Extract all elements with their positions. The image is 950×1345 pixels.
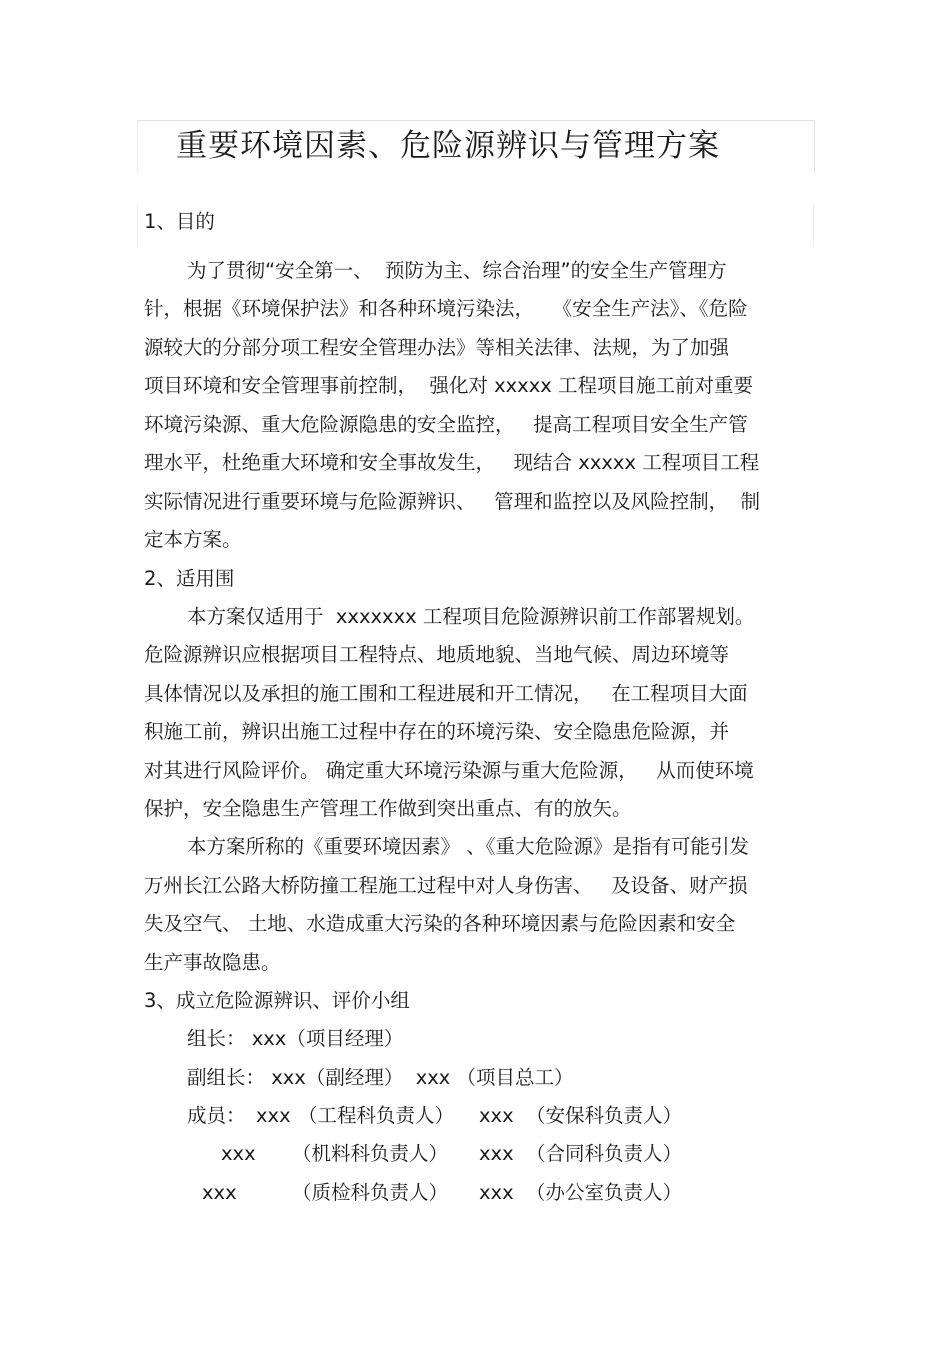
section-1-line: 实际情况进行重要环境与危险源辨识、 管理和监控以及风险控制， 制 bbox=[144, 490, 760, 513]
group-deputy: 副组长： xxx（副经理） xxx （项目总工） bbox=[187, 1066, 574, 1089]
section-1-line: 理水平，杜绝重大环境和安全事故发生， 现结合 xxxxx 工程项目工程 bbox=[144, 451, 760, 474]
member-name: xxx bbox=[479, 1181, 514, 1204]
member-role: （办公室负责人） bbox=[526, 1181, 683, 1204]
section-1-line: 项目环境和安全管理事前控制， 强化对 xxxxx 工程项目施工前对重要 bbox=[144, 374, 753, 397]
member-name: xxx bbox=[479, 1142, 514, 1165]
member-role: （质检科负责人） bbox=[292, 1181, 449, 1204]
member-name: xxx bbox=[256, 1104, 291, 1127]
section-2-line: 生产事故隐患。 bbox=[144, 951, 281, 974]
member-role: （机料科负责人） bbox=[292, 1142, 449, 1165]
section-2-line: 失及空气、 土地、水造成重大污染的各种环境因素与危险因素和安全 bbox=[144, 912, 736, 935]
members-label: 成员： bbox=[187, 1104, 246, 1127]
section-2-line: 本方案所称的《重要环境因素》 、《重大危险源》是指有可能引发 bbox=[187, 835, 749, 858]
section-1-line: 针，根据《环境保护法》和各种环境污染法， 《安全生产法》、《危险 bbox=[144, 297, 748, 320]
section-1-line: 环境污染源、重大危险源隐患的安全监控， 提高工程项目安全生产管 bbox=[144, 413, 748, 436]
section-3-heading: 3、成立危险源辨识、评价小组 bbox=[144, 989, 410, 1012]
member-name: xxx bbox=[202, 1181, 237, 1204]
section-2-line: 本方案仅适用于 xxxxxxx 工程项目危险源辨识前工作部署规划。 bbox=[187, 605, 755, 628]
document-title: 重要环境因素、危险源辨识与管理方案 bbox=[176, 128, 720, 164]
section-1-heading: 1、目的 bbox=[144, 210, 215, 233]
section-2-line: 对其进行风险评价。 确定重大环境污染源与重大危险源， 从而使环境 bbox=[144, 759, 754, 782]
section-2-line: 具体情况以及承担的施工围和工程进展和开工情况， 在工程项目大面 bbox=[144, 682, 748, 705]
group-leader: 组长： xxx（项目经理） bbox=[187, 1027, 404, 1050]
section-2-heading: 2、适用围 bbox=[144, 567, 235, 590]
member-role: （工程科负责人） bbox=[298, 1104, 455, 1127]
member-role: （合同科负责人） bbox=[526, 1142, 683, 1165]
member-role: （安保科负责人） bbox=[526, 1104, 683, 1127]
section-1-line: 定本方案。 bbox=[144, 528, 242, 551]
member-name: xxx bbox=[479, 1104, 514, 1127]
section-1-line: 为了贯彻“安全第一、 预防为主、综合治理”的安全生产管理方 bbox=[187, 259, 727, 282]
member-name: xxx bbox=[221, 1142, 256, 1165]
section-2-line: 万州长江公路大桥防撞工程施工过程中对人身伤害、 及设备、财产损 bbox=[144, 874, 748, 897]
section-2-line: 积施工前，辨识出施工过程中存在的环境污染、安全隐患危险源，并 bbox=[144, 720, 730, 743]
section-2-line: 保护，安全隐患生产管理工作做到突出重点、有的放矢。 bbox=[144, 797, 632, 820]
section-2-line: 危险源辨识应根据项目工程特点、地质地貌、当地气候、周边环境等 bbox=[144, 643, 730, 666]
section-1-frame bbox=[137, 203, 814, 247]
section-1-line: 源较大的分部分项工程安全管理办法》等相关法律、法规，为了加强 bbox=[144, 336, 730, 359]
